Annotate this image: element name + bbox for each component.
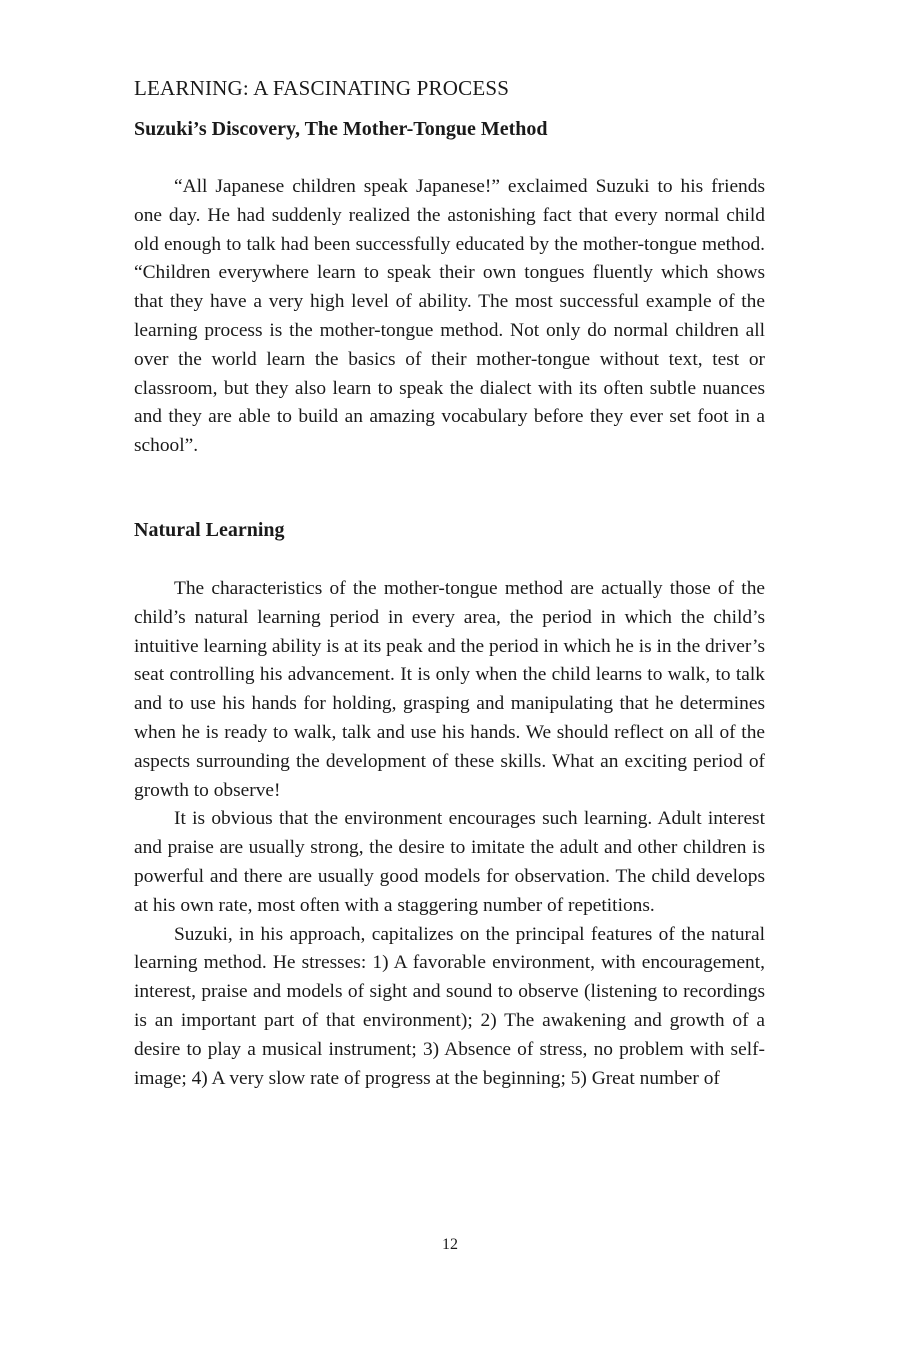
section-heading-natural-learning: Natural Learning <box>134 519 285 541</box>
paragraph: “All Japanese children speak Japanese!” exclaimed Suzuki to his friends one day. He had suddenly realized the astonishing fact that every normal child old enough to talk had been successfully educated by the mother-tongue method. “Children everywhere learn to speak their own tongues fluently which shows that they have a very high level of ability. The most successful example of the learning process is the mother-tongue method. Not only do normal children all over the world learn the basics of their mother-tongue without text, test or classroom, but they also learn to speak the dialect with its often subtle nuances and they are able to build an amazing vocabulary before they ever set foot in a school”. <box>134 176 765 457</box>
section-heading-mother-tongue: Suzuki’s Discovery, The Mother-Tongue Method <box>134 118 548 140</box>
chapter-heading: LEARNING: A FASCINATING PROCESS <box>134 76 510 100</box>
page-number: 12 <box>442 1236 458 1253</box>
paragraph: It is obvious that the environment encourages such learning. Adult interest and praise are usually strong, the desire to imitate the adult and other children is powerful and there are usually good models for observation. The child develops at his own rate, most often with a staggering number of repetitions. <box>134 808 765 916</box>
section-body-mother-tongue <box>134 173 765 461</box>
paragraph: The characteristics of the mother-tongue method are actually those of the child’s natural learning period in every area, the period in which the child’s intuitive learning ability is at its peak and the period in which he is in the driver’s seat controlling his advancement. It is only when the child learns to walk, to talk and to use his hands for holding, grasping and manipulating that he determines when he is ready to walk, talk and use his hands. We should reflect on all of the aspects surrounding the development of these skills. What an exciting period of growth to observe! <box>134 578 765 801</box>
paragraph: Suzuki, in his approach, capitalizes on the principal features of the natural learning method. He stresses: 1) A favorable environment, with encouragement, interest, praise and models of sight and sound to observe (listening to recordings is an important part of that environment); 2) The awakening and growth of a desire to play a musical instrument; 3) Absence of stress, no problem with self-image; 4) A very slow rate of progress at the beginning; 5) Great number of <box>134 923 765 1089</box>
section-body-natural-learning <box>134 575 765 1093</box>
